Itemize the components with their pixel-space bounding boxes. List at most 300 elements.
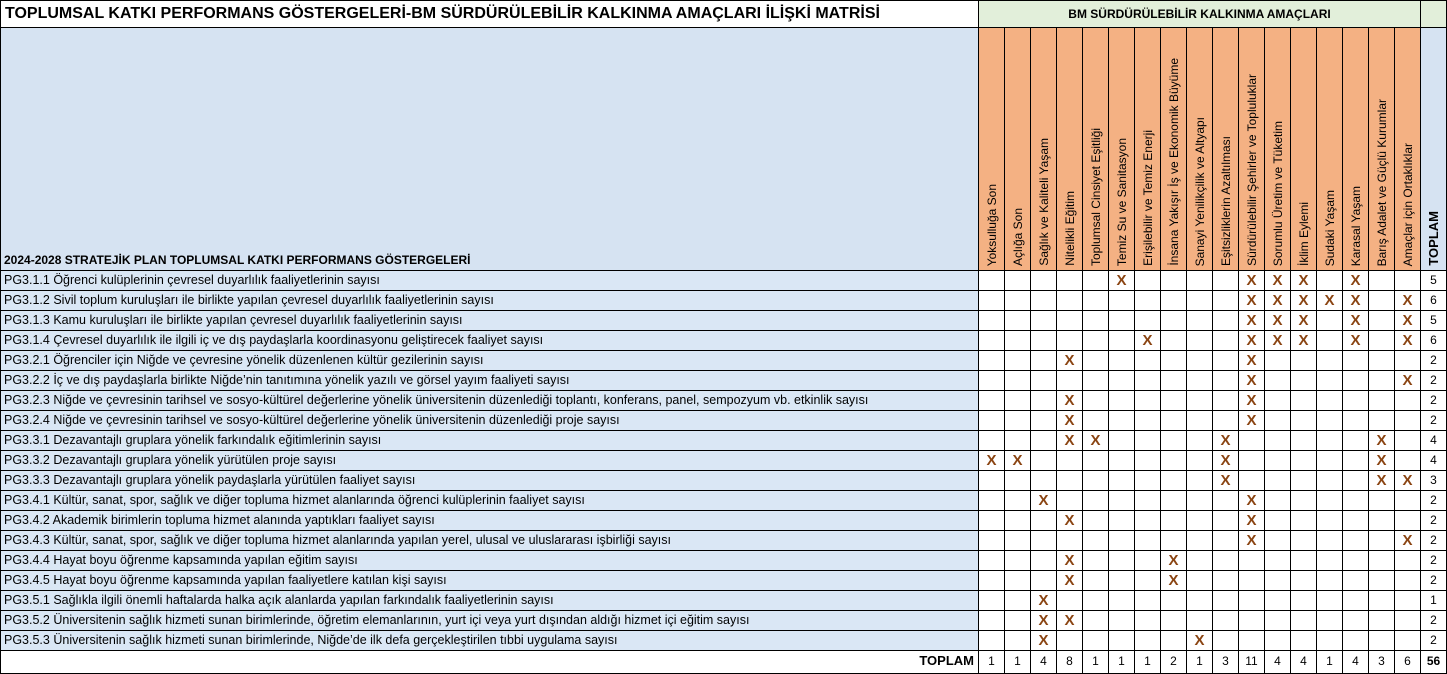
matrix-cell[interactable] [1317,271,1343,291]
indicator-label[interactable]: PG3.4.2 Akademik birimlerin topluma hizmet alanında yaptıkları faaliyet sayısı [0,511,979,531]
matrix-cell[interactable] [1265,451,1291,471]
matrix-cell[interactable] [1135,451,1161,471]
row-total[interactable]: 2 [1421,411,1447,431]
matrix-cell[interactable] [1317,471,1343,491]
matrix-cell[interactable] [1187,271,1213,291]
matrix-cell[interactable] [1291,411,1317,431]
matrix-cell[interactable] [1291,491,1317,511]
matrix-cell[interactable] [1187,491,1213,511]
matrix-cell[interactable] [1187,531,1213,551]
column-total[interactable]: 4 [1343,651,1369,674]
column-total[interactable]: 1 [1083,651,1109,674]
matrix-cell[interactable] [1083,291,1109,311]
matrix-cell[interactable] [1343,491,1369,511]
matrix-cell[interactable] [1369,631,1395,651]
matrix-mark[interactable]: X [1343,331,1369,351]
matrix-cell[interactable] [1083,511,1109,531]
matrix-cell[interactable] [1369,391,1395,411]
matrix-mark[interactable]: X [1317,291,1343,311]
matrix-mark[interactable]: X [1239,511,1265,531]
matrix-cell[interactable] [1291,591,1317,611]
goal-header[interactable] [1291,28,1317,271]
matrix-cell[interactable] [1135,371,1161,391]
matrix-cell[interactable] [1005,291,1031,311]
matrix-cell[interactable] [1395,551,1421,571]
matrix-cell[interactable] [1187,431,1213,451]
matrix-cell[interactable] [1109,571,1135,591]
matrix-mark[interactable]: X [1395,311,1421,331]
matrix-cell[interactable] [979,391,1005,411]
matrix-cell[interactable] [1135,391,1161,411]
matrix-cell[interactable] [1187,391,1213,411]
matrix-cell[interactable] [1187,311,1213,331]
matrix-cell[interactable] [1109,451,1135,471]
matrix-cell[interactable] [1057,331,1083,351]
matrix-cell[interactable] [1213,351,1239,371]
indicator-label[interactable]: PG3.1.4 Çevresel duyarlılık ile ilgili iç ve dış paydaşlarla koordinasyonu geliştirecek faaliyet sayısı [0,331,979,351]
matrix-cell[interactable] [1395,611,1421,631]
goal-header[interactable] [1317,28,1343,271]
matrix-cell[interactable] [1343,571,1369,591]
matrix-cell[interactable] [1187,371,1213,391]
matrix-cell[interactable] [1369,531,1395,551]
matrix-cell[interactable] [1317,431,1343,451]
matrix-cell[interactable] [1135,291,1161,311]
matrix-mark[interactable]: X [1187,631,1213,651]
matrix-cell[interactable] [1369,351,1395,371]
matrix-cell[interactable] [1161,531,1187,551]
matrix-cell[interactable] [979,491,1005,511]
matrix-cell[interactable] [1057,291,1083,311]
matrix-mark[interactable]: X [1057,431,1083,451]
matrix-cell[interactable] [1135,271,1161,291]
matrix-cell[interactable] [1187,291,1213,311]
matrix-cell[interactable] [1031,431,1057,451]
matrix-cell[interactable] [1369,591,1395,611]
matrix-cell[interactable] [1343,551,1369,571]
matrix-cell[interactable] [1213,611,1239,631]
matrix-cell[interactable] [1083,631,1109,651]
matrix-cell[interactable] [1005,431,1031,451]
matrix-mark[interactable]: X [1291,271,1317,291]
matrix-cell[interactable] [1187,591,1213,611]
matrix-cell[interactable] [1213,631,1239,651]
indicator-label[interactable]: PG3.4.1 Kültür, sanat, spor, sağlık ve diğer topluma hizmet alanlarında öğrenci kulüplerinin faaliyet sayısı [0,491,979,511]
matrix-mark[interactable]: X [1395,331,1421,351]
matrix-cell[interactable] [1317,531,1343,551]
matrix-mark[interactable]: X [1239,531,1265,551]
indicator-label[interactable]: PG3.2.3 Niğde ve çevresinin tarihsel ve sosyo-kültürel değerlerine yönelik üniversitenin düzenlediği toplantı, konferans, panel, sempozyum vb. etkinlik sayısı [0,391,979,411]
matrix-cell[interactable] [1317,511,1343,531]
matrix-cell[interactable] [979,431,1005,451]
matrix-mark[interactable]: X [1369,471,1395,491]
row-total[interactable]: 3 [1421,471,1447,491]
matrix-cell[interactable] [1031,511,1057,531]
goal-header[interactable] [1057,28,1083,271]
matrix-cell[interactable] [1083,411,1109,431]
matrix-mark[interactable]: X [1239,291,1265,311]
matrix-cell[interactable] [1005,311,1031,331]
matrix-mark[interactable]: X [1343,311,1369,331]
matrix-cell[interactable] [1265,471,1291,491]
matrix-cell[interactable] [1187,611,1213,631]
matrix-cell[interactable] [1109,631,1135,651]
matrix-cell[interactable] [1395,451,1421,471]
column-total[interactable]: 1 [1005,651,1031,674]
matrix-cell[interactable] [1005,571,1031,591]
matrix-mark[interactable]: X [1031,491,1057,511]
matrix-cell[interactable] [979,351,1005,371]
goal-header[interactable] [1109,28,1135,271]
matrix-cell[interactable] [1109,511,1135,531]
matrix-cell[interactable] [1109,331,1135,351]
matrix-mark[interactable]: X [1057,351,1083,371]
matrix-cell[interactable] [1057,371,1083,391]
matrix-cell[interactable] [1187,411,1213,431]
matrix-cell[interactable] [1187,471,1213,491]
matrix-cell[interactable] [1317,391,1343,411]
matrix-cell[interactable] [1213,391,1239,411]
matrix-cell[interactable] [1291,391,1317,411]
matrix-cell[interactable] [1317,571,1343,591]
matrix-cell[interactable] [1005,611,1031,631]
matrix-mark[interactable]: X [1057,571,1083,591]
matrix-cell[interactable] [1031,311,1057,331]
row-total[interactable]: 2 [1421,571,1447,591]
matrix-cell[interactable] [1187,551,1213,571]
matrix-cell[interactable] [1005,411,1031,431]
matrix-cell[interactable] [1343,611,1369,631]
matrix-cell[interactable] [1395,571,1421,591]
matrix-cell[interactable] [1161,631,1187,651]
matrix-cell[interactable] [1395,491,1421,511]
column-total[interactable]: 4 [1265,651,1291,674]
matrix-mark[interactable]: X [1265,271,1291,291]
matrix-cell[interactable] [1135,551,1161,571]
matrix-cell[interactable] [1161,471,1187,491]
row-total[interactable]: 2 [1421,391,1447,411]
indicator-label[interactable]: PG3.5.1 Sağlıkla ilgili önemli haftalarda halka açık alanlarda yapılan farkındalık faaliyetlerinin sayısı [0,591,979,611]
matrix-cell[interactable] [1031,271,1057,291]
matrix-cell[interactable] [1161,351,1187,371]
matrix-cell[interactable] [1395,391,1421,411]
matrix-cell[interactable] [1265,391,1291,411]
indicator-label[interactable]: PG3.1.2 Sivil toplum kuruluşları ile birlikte yapılan çevresel duyarlılık faaliyetlerinin sayısı [0,291,979,311]
matrix-cell[interactable] [1369,411,1395,431]
row-total[interactable]: 2 [1421,511,1447,531]
matrix-cell[interactable] [1109,471,1135,491]
matrix-cell[interactable] [1395,351,1421,371]
indicator-label[interactable]: PG3.1.1 Öğrenci kulüplerinin çevresel duyarlılık faaliyetlerinin sayısı [0,271,979,291]
matrix-cell[interactable] [1213,551,1239,571]
matrix-cell[interactable] [1161,611,1187,631]
matrix-cell[interactable] [1135,491,1161,511]
matrix-cell[interactable] [1265,631,1291,651]
matrix-mark[interactable]: X [1213,431,1239,451]
goal-header[interactable] [1395,28,1421,271]
matrix-cell[interactable] [1291,631,1317,651]
matrix-mark[interactable]: X [1031,631,1057,651]
matrix-cell[interactable] [1213,271,1239,291]
column-total[interactable]: 3 [1213,651,1239,674]
matrix-cell[interactable] [1239,631,1265,651]
matrix-mark[interactable]: X [1343,291,1369,311]
matrix-cell[interactable] [1057,631,1083,651]
matrix-cell[interactable] [1317,611,1343,631]
matrix-cell[interactable] [979,411,1005,431]
matrix-cell[interactable] [1187,571,1213,591]
row-total[interactable]: 6 [1421,291,1447,311]
matrix-cell[interactable] [1395,591,1421,611]
matrix-cell[interactable] [1395,511,1421,531]
matrix-cell[interactable] [1265,351,1291,371]
matrix-mark[interactable]: X [1031,591,1057,611]
matrix-cell[interactable] [1239,551,1265,571]
matrix-cell[interactable] [1109,291,1135,311]
matrix-cell[interactable] [1265,611,1291,631]
matrix-cell[interactable] [979,611,1005,631]
matrix-cell[interactable] [1161,431,1187,451]
matrix-cell[interactable] [1369,551,1395,571]
matrix-cell[interactable] [1031,471,1057,491]
matrix-cell[interactable] [1135,611,1161,631]
column-total[interactable]: 1 [1187,651,1213,674]
matrix-mark[interactable]: X [1161,551,1187,571]
row-total[interactable]: 2 [1421,611,1447,631]
matrix-cell[interactable] [1135,311,1161,331]
matrix-cell[interactable] [979,531,1005,551]
matrix-cell[interactable] [1369,371,1395,391]
matrix-cell[interactable] [1265,531,1291,551]
indicator-label[interactable]: PG3.4.3 Kültür, sanat, spor, sağlık ve diğer topluma hizmet alanlarında yapılan yerel, ulusal ve uluslararası işbirliği sayısı [0,531,979,551]
matrix-cell[interactable] [1239,451,1265,471]
matrix-cell[interactable] [1317,451,1343,471]
indicator-label[interactable]: PG3.5.3 Üniversitenin sağlık hizmeti sunan birimlerinde, Niğde’de ilk defa gerçekleştirilen tıbbi uygulama sayısı [0,631,979,651]
matrix-cell[interactable] [1135,511,1161,531]
matrix-cell[interactable] [1265,571,1291,591]
matrix-cell[interactable] [1369,331,1395,351]
matrix-cell[interactable] [1005,491,1031,511]
matrix-mark[interactable]: X [1239,331,1265,351]
matrix-cell[interactable] [1083,611,1109,631]
matrix-cell[interactable] [1083,571,1109,591]
matrix-cell[interactable] [1291,611,1317,631]
matrix-cell[interactable] [1343,631,1369,651]
indicator-label[interactable]: PG3.1.3 Kamu kuruluşları ile birlikte yapılan çevresel duyarlılık faaliyetlerinin sayısı [0,311,979,331]
matrix-cell[interactable] [1239,471,1265,491]
matrix-cell[interactable] [1083,491,1109,511]
matrix-cell[interactable] [1161,511,1187,531]
matrix-cell[interactable] [1213,591,1239,611]
matrix-cell[interactable] [1083,531,1109,551]
matrix-cell[interactable] [1395,271,1421,291]
matrix-cell[interactable] [1083,471,1109,491]
matrix-cell[interactable] [979,631,1005,651]
matrix-cell[interactable] [979,291,1005,311]
indicator-label[interactable]: PG3.2.2 İç ve dış paydaşlarla birlikte Niğde’nin tanıtımına yönelik yazılı ve görsel yayım faaliyeti sayısı [0,371,979,391]
matrix-cell[interactable] [1343,351,1369,371]
matrix-cell[interactable] [1317,411,1343,431]
matrix-cell[interactable] [1135,591,1161,611]
sdg-header[interactable]: BM SÜRDÜRÜLEBİLİR KALKINMA AMAÇLARI [979,0,1421,28]
matrix-cell[interactable] [1161,591,1187,611]
matrix-mark[interactable]: X [1239,311,1265,331]
matrix-mark[interactable]: X [1239,391,1265,411]
column-total[interactable]: 1 [1135,651,1161,674]
footer-total-label[interactable]: TOPLAM [0,651,979,674]
matrix-mark[interactable]: X [1057,411,1083,431]
matrix-cell[interactable] [1135,631,1161,651]
column-total[interactable]: 8 [1057,651,1083,674]
matrix-cell[interactable] [1343,431,1369,451]
matrix-cell[interactable] [979,271,1005,291]
matrix-cell[interactable] [1005,331,1031,351]
matrix-cell[interactable] [1317,311,1343,331]
matrix-cell[interactable] [1005,531,1031,551]
matrix-cell[interactable] [1135,351,1161,371]
goal-header[interactable] [979,28,1005,271]
matrix-mark[interactable]: X [1291,331,1317,351]
matrix-cell[interactable] [1291,551,1317,571]
matrix-mark[interactable]: X [1395,531,1421,551]
row-total[interactable]: 2 [1421,371,1447,391]
row-total[interactable]: 2 [1421,351,1447,371]
indicator-header-cell[interactable] [0,28,979,271]
matrix-mark[interactable]: X [1369,431,1395,451]
matrix-cell[interactable] [1083,271,1109,291]
goal-header[interactable] [1343,28,1369,271]
matrix-cell[interactable] [1317,331,1343,351]
row-total[interactable]: 2 [1421,631,1447,651]
matrix-mark[interactable]: X [1213,471,1239,491]
column-total[interactable]: 2 [1161,651,1187,674]
matrix-cell[interactable] [1005,271,1031,291]
matrix-cell[interactable] [1213,371,1239,391]
matrix-cell[interactable] [1005,391,1031,411]
matrix-mark[interactable]: X [1031,611,1057,631]
matrix-cell[interactable] [1239,611,1265,631]
indicator-label[interactable]: PG3.4.4 Hayat boyu öğrenme kapsamında yapılan eğitim sayısı [0,551,979,571]
matrix-cell[interactable] [1109,311,1135,331]
matrix-cell[interactable] [1161,331,1187,351]
matrix-mark[interactable]: X [1239,411,1265,431]
matrix-cell[interactable] [1395,631,1421,651]
matrix-cell[interactable] [1265,511,1291,531]
matrix-cell[interactable] [1005,591,1031,611]
matrix-mark[interactable]: X [1239,491,1265,511]
matrix-cell[interactable] [1109,411,1135,431]
matrix-cell[interactable] [979,571,1005,591]
matrix-cell[interactable] [979,511,1005,531]
matrix-mark[interactable]: X [1083,431,1109,451]
matrix-cell[interactable] [1005,471,1031,491]
row-total[interactable]: 2 [1421,491,1447,511]
matrix-cell[interactable] [1369,271,1395,291]
matrix-cell[interactable] [1057,591,1083,611]
matrix-cell[interactable] [1109,611,1135,631]
matrix-cell[interactable] [1343,531,1369,551]
matrix-cell[interactable] [1317,351,1343,371]
matrix-mark[interactable]: X [1161,571,1187,591]
matrix-cell[interactable] [1057,311,1083,331]
matrix-mark[interactable]: X [1213,451,1239,471]
matrix-mark[interactable]: X [1369,451,1395,471]
matrix-cell[interactable] [1031,451,1057,471]
matrix-cell[interactable] [1213,311,1239,331]
matrix-cell[interactable] [1135,431,1161,451]
matrix-cell[interactable] [1161,391,1187,411]
matrix-cell[interactable] [1161,271,1187,291]
column-total[interactable]: 1 [1109,651,1135,674]
indicator-label[interactable]: PG3.2.4 Niğde ve çevresinin tarihsel ve sosyo-kültürel değerlerine yönelik üniversitenin düzenlediği proje sayısı [0,411,979,431]
grand-total[interactable]: 56 [1421,651,1447,674]
matrix-mark[interactable]: X [1109,271,1135,291]
matrix-mark[interactable]: X [1265,311,1291,331]
matrix-cell[interactable] [1343,371,1369,391]
matrix-cell[interactable] [1213,511,1239,531]
matrix-cell[interactable] [1369,511,1395,531]
matrix-cell[interactable] [1161,451,1187,471]
matrix-cell[interactable] [1343,451,1369,471]
matrix-cell[interactable] [1265,371,1291,391]
row-total[interactable]: 6 [1421,331,1447,351]
matrix-cell[interactable] [1083,391,1109,411]
matrix-mark[interactable]: X [1291,311,1317,331]
matrix-cell[interactable] [1057,491,1083,511]
matrix-cell[interactable] [1031,331,1057,351]
matrix-cell[interactable] [1291,531,1317,551]
matrix-cell[interactable] [1291,571,1317,591]
matrix-cell[interactable] [1291,371,1317,391]
matrix-cell[interactable] [1395,431,1421,451]
row-total[interactable]: 4 [1421,431,1447,451]
matrix-cell[interactable] [1161,491,1187,511]
matrix-cell[interactable] [1057,531,1083,551]
matrix-cell[interactable] [979,551,1005,571]
matrix-mark[interactable]: X [1005,451,1031,471]
matrix-cell[interactable] [1057,471,1083,491]
matrix-cell[interactable] [1161,371,1187,391]
matrix-cell[interactable] [1291,471,1317,491]
matrix-cell[interactable] [1265,431,1291,451]
matrix-cell[interactable] [1083,451,1109,471]
matrix-mark[interactable]: X [1265,331,1291,351]
matrix-cell[interactable] [979,331,1005,351]
matrix-cell[interactable] [1187,351,1213,371]
matrix-cell[interactable] [1057,271,1083,291]
indicator-label[interactable]: PG3.5.2 Üniversitenin sağlık hizmeti sunan birimlerinde, öğretim elemanlarının, yurt içi veya yurt dışından aldığı hizmet içi eğitim sayısı [0,611,979,631]
matrix-cell[interactable] [1317,591,1343,611]
column-total[interactable]: 1 [979,651,1005,674]
page-title[interactable]: TOPLUMSAL KATKI PERFORMANS GÖSTERGELERİ-BM SÜRDÜRÜLEBİLİR KALKINMA AMAÇLARI İLİŞKİ MATRİSİ [0,0,979,28]
matrix-mark[interactable]: X [979,451,1005,471]
matrix-cell[interactable] [1369,571,1395,591]
matrix-cell[interactable] [1057,451,1083,471]
indicator-label[interactable]: PG3.4.5 Hayat boyu öğrenme kapsamında yapılan faaliyetlere katılan kişi sayısı [0,571,979,591]
goal-header[interactable] [1005,28,1031,271]
matrix-cell[interactable] [1369,491,1395,511]
matrix-cell[interactable] [1343,591,1369,611]
matrix-cell[interactable] [1005,631,1031,651]
row-total[interactable]: 2 [1421,531,1447,551]
column-total[interactable]: 4 [1031,651,1057,674]
total-column-header[interactable] [1421,28,1447,271]
matrix-cell[interactable] [1343,391,1369,411]
matrix-cell[interactable] [1031,571,1057,591]
goal-header[interactable] [1187,28,1213,271]
matrix-cell[interactable] [1161,411,1187,431]
matrix-cell[interactable] [1005,351,1031,371]
